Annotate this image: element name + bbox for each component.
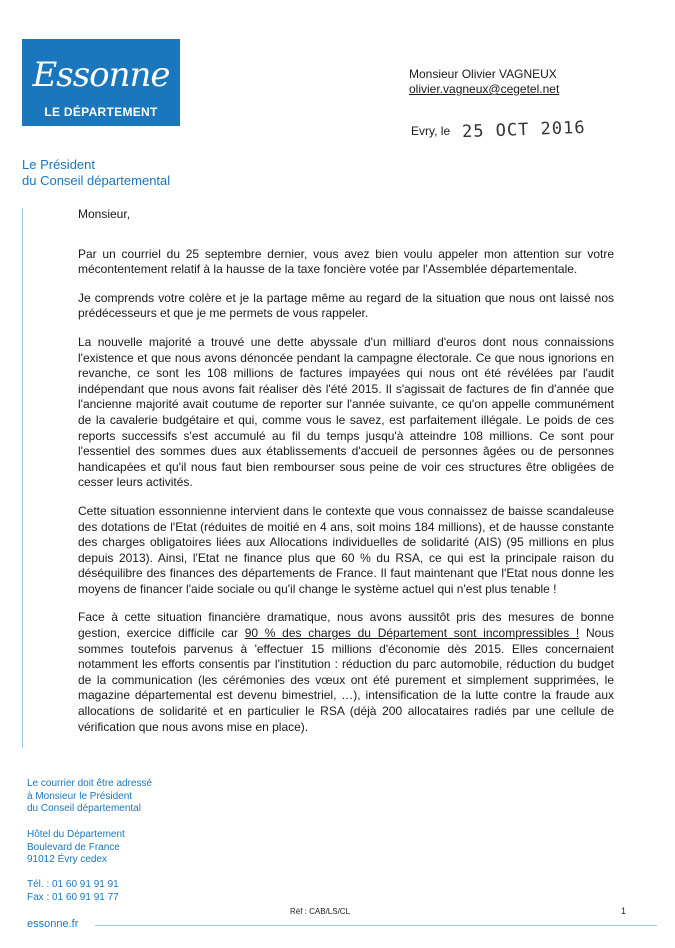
paragraph-5-end: Nous sommes toutefois parvenus à 'effectuer 15 millions d'économie dès 2015. Elles concernaient notamment les efforts consentis par l'institution : réduction du parc automobile, réduction du budget de la communication (les cérémonies des vœux ont été purement et simplement supprimées, le magazine départemental est devenu bimestriel, …), intensification de la lutte contre la fraude aux allocations de solidarité et en particulier le RSA (déjà 200 allocataires radiés par une cellule de vérification que nous avons mise en place). <box>78 626 614 734</box>
paragraph-5-underlined: 90 % des charges du Département sont incompressibles ! <box>244 626 580 641</box>
page-number: 1 <box>621 906 627 916</box>
footer-note-line: du Conseil départemental <box>27 803 141 814</box>
footer-phone: Tél. : 01 60 91 91 91 <box>27 879 119 890</box>
letter-body <box>78 207 614 748</box>
footer-website[interactable]: essonne.fr <box>27 918 79 930</box>
paragraph-4: Cette situation essonnienne intervient dans le contexte que vous connaissez de baisse scandaleuse des dotations de l'Etat (réduites de moitié en 4 ans, soit moins 184 millions), et de hausse constante des charges obligatoires liées aux Allocations individuelles de solidarité (AIS) (95 millions en plus depuis 2013). Ainsi, l'Etat ne finance plus que 60 % du RSA, ce qui est la principale raison du déséquilibre des finances des départements de France. Il faut maintenant que l'Etat nous donne les moyens de financer l'aide sociale ou qu'il change le système actuel qui n'est plus tenable ! <box>78 503 614 596</box>
footer-note-line: à Monsieur le Président <box>27 790 133 802</box>
footer-address-line: 91012 Évry cedex <box>27 854 108 865</box>
date-prefix: Evry, le <box>411 124 451 138</box>
footer-fax: Fax : 01 60 91 91 77 <box>27 891 119 903</box>
paragraph-5-start: Face à cette situation financière dramatique, nous avons aussitôt pris des mesures de bonne gestion, exercice difficile car <box>78 610 614 641</box>
footer-address-note <box>27 778 152 816</box>
paragraph-2: Je comprends votre colère et je la partage même au regard de la situation que nous ont laissé nos prédécesseurs et que je me permets de vous rappeler. <box>78 290 614 321</box>
paragraph-5 <box>78 610 614 735</box>
margin-rule <box>22 208 23 748</box>
footer-address-line: Boulevard de France <box>27 841 120 853</box>
footer-address <box>27 829 125 867</box>
essonne-logo <box>22 39 180 126</box>
logo-script-text: Essonne <box>32 55 170 95</box>
recipient-name: Monsieur Olivier VAGNEUX <box>409 67 557 81</box>
footer-rule <box>95 925 657 926</box>
logo-subtitle: LE DÉPARTEMENT <box>44 105 158 119</box>
sender-line-2: du Conseil départemental <box>22 173 171 188</box>
recipient-email[interactable]: olivier.vagneux@cegetel.net <box>409 82 560 96</box>
footer-note-line: Le courrier doit être adressé <box>27 778 153 789</box>
sender-line-1: Le Président <box>22 157 95 172</box>
recipient-block <box>409 67 559 97</box>
sender-title <box>22 157 170 189</box>
paragraph-1: Par un courriel du 25 septembre dernier, vous avez bien voulu appeler mon attention sur votre mécontentement relatif à la hausse de la taxe foncière votée par l'Assemblée départementale. <box>78 246 614 277</box>
paragraph-3: La nouvelle majorité a trouvé une dette abyssale d'un milliard d'euros dont nous connaissions l'existence et que nous avons dénoncée pendant la campagne électorale. Ce que nous ignorions en revanche, ce sont les 108 millions de factures impayées qui nous ont été révélées par l'audit indépendant que nous avons fait réaliser dès l'été 2015. Il s'agissait de factures de fin d'année que l'ancienne majorité avait coutume de reporter sur l'année suivante, ce qu'on appelle communément de la cavalerie budgétaire et qui, comme vous le savez, est parfaitement illégale. Le poids de ces reports successifs s'est accumulé au fil du temps jusqu'à atteindre 108 millions. Ce sont pour l'essentiel des sommes dues aux établissements d'accueil de personnes âgées ou de personnes handicapées et qu'il nous faut bien rembourser sous peine de voir ces structures être obligées de cesser leurs activités. <box>78 334 614 490</box>
reference-code: Réf : CAB/LS/CL <box>290 907 351 916</box>
salutation: Monsieur, <box>78 207 131 221</box>
date-stamp: 25 OCT 2016 <box>461 117 586 143</box>
footer-contact <box>27 879 119 904</box>
footer-address-line: Hôtel du Département <box>27 829 125 840</box>
